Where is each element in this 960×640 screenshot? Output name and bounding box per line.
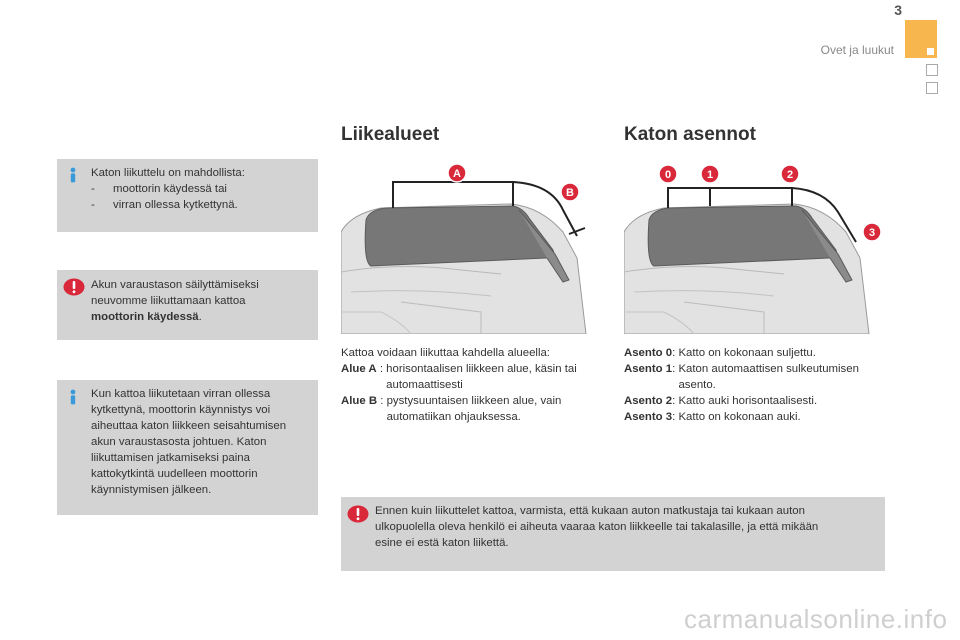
position-sep: : <box>672 363 679 375</box>
liikealueet-description <box>341 345 603 425</box>
position-value: Katto on kokonaan suljettu. <box>678 347 816 359</box>
zone-key: Alue B <box>341 395 378 407</box>
info-note-2-line: käynnistymisen jälkeen. <box>91 484 212 496</box>
position-row <box>624 393 888 409</box>
roof-positions-illustration <box>624 162 886 334</box>
marker-0-label: 0 <box>664 169 672 181</box>
marker-b-label: B <box>566 187 574 199</box>
position-row <box>624 409 888 425</box>
position-key: Asento 3 <box>624 411 673 423</box>
marker-b <box>561 183 579 201</box>
info-icon <box>66 389 80 405</box>
info-note-2 <box>57 380 318 515</box>
position-value: Katto auki horisontaalisesti. <box>678 395 818 407</box>
marker-3 <box>863 223 881 241</box>
chapter-tab-square <box>927 48 934 55</box>
position-row <box>624 361 888 393</box>
warning-note-1-line: neuvomme liikuttamaan kattoa <box>91 295 246 307</box>
info-icon <box>66 167 80 183</box>
info-note-2-line: kytkettynä, moottorin käynnistys voi <box>91 404 271 416</box>
roof-zones-illustration <box>341 162 594 334</box>
liikealueet-intro: Kattoa voidaan liikuttaa kahdella alueella: <box>341 347 550 359</box>
bullet-dash: - <box>91 183 95 195</box>
marker-a <box>448 164 466 182</box>
hollow-square-1 <box>926 64 938 76</box>
position-value: Katto on kokonaan auki. <box>678 411 801 423</box>
zone-row <box>341 393 603 425</box>
bottom-warning-line: ulkopuolella oleva henkilö ei aiheuta vaaraa katon liikkeelle tai takalasille, ja että mikään <box>375 521 819 533</box>
bottom-warning-line: esine ei estä katon liikettä. <box>375 537 509 549</box>
info-note-2-line: kattokytkintä uudelleen moottorin <box>91 468 258 480</box>
bullet-dash: - <box>91 199 95 211</box>
info-note-2-line: akun varaustasosta johtuen. Katon <box>91 436 267 448</box>
zone-key: Alue A <box>341 363 377 375</box>
page-number: 3 <box>894 2 902 18</box>
marker-1 <box>701 165 719 183</box>
info-note-1-intro: Katon liikuttelu on mahdollista: <box>91 167 245 179</box>
katon-asennot-heading: Katon asennot <box>624 124 756 145</box>
position-row <box>624 345 888 361</box>
bottom-warning <box>341 497 885 571</box>
warning-icon <box>347 505 369 523</box>
info-note-2-line: Kun kattoa liikutetaan virran ollessa <box>91 388 271 400</box>
position-key: Asento 1 <box>624 363 673 375</box>
marker-1-label: 1 <box>706 169 714 181</box>
liikealueet-heading: Liikealueet <box>341 124 440 145</box>
position-sep: : <box>672 395 679 407</box>
marker-2 <box>781 165 799 183</box>
info-note-2-line: aiheuttaa katon liikkeen seisahtumisen <box>91 420 287 432</box>
info-note-1-item: moottorin käydessä tai <box>113 183 227 195</box>
marker-0 <box>659 165 677 183</box>
info-note-1 <box>57 159 318 232</box>
warning-icon <box>63 278 85 296</box>
zone-sep: : <box>376 363 387 375</box>
zone-value: horisontaalisen liikkeen alue, käsin tai automaattisesti <box>386 363 577 391</box>
position-key: Asento 2 <box>624 395 673 407</box>
hollow-square-2 <box>926 82 938 94</box>
warning-note-1-line: Akun varaustason säilyttämiseksi <box>91 279 259 291</box>
marker-3-label: 3 <box>868 227 876 239</box>
zone-row <box>341 361 603 393</box>
warning-note-1 <box>57 270 318 340</box>
position-sep: : <box>672 347 679 359</box>
zone-sep: : <box>377 395 387 407</box>
marker-2-label: 2 <box>786 169 794 181</box>
position-value: Katon automaattisen sulkeutumisen asento. <box>678 363 859 391</box>
position-key: Asento 0 <box>624 347 673 359</box>
marker-a-label: A <box>453 168 461 180</box>
bottom-warning-line: Ennen kuin liikuttelet kattoa, varmista, että kukaan auton matkustaja tai kukaan auton <box>375 505 805 517</box>
position-sep: : <box>672 411 679 423</box>
watermark: carmanualsonline.info <box>684 604 948 634</box>
katon-asennot-description <box>624 345 888 425</box>
info-note-2-line: liikuttamisen jatkamiseksi paina <box>91 452 250 464</box>
warning-note-1-end: . <box>198 311 202 323</box>
info-note-1-item: virran ollessa kytkettynä. <box>113 199 238 211</box>
section-title: Ovet ja luukut <box>820 43 894 57</box>
zone-value: pystysuuntaisen liikkeen alue, vain automatiikan ohjauksessa. <box>386 395 562 423</box>
chapter-tab <box>905 20 937 58</box>
warning-note-1-bold: moottorin käydessä <box>91 311 199 323</box>
